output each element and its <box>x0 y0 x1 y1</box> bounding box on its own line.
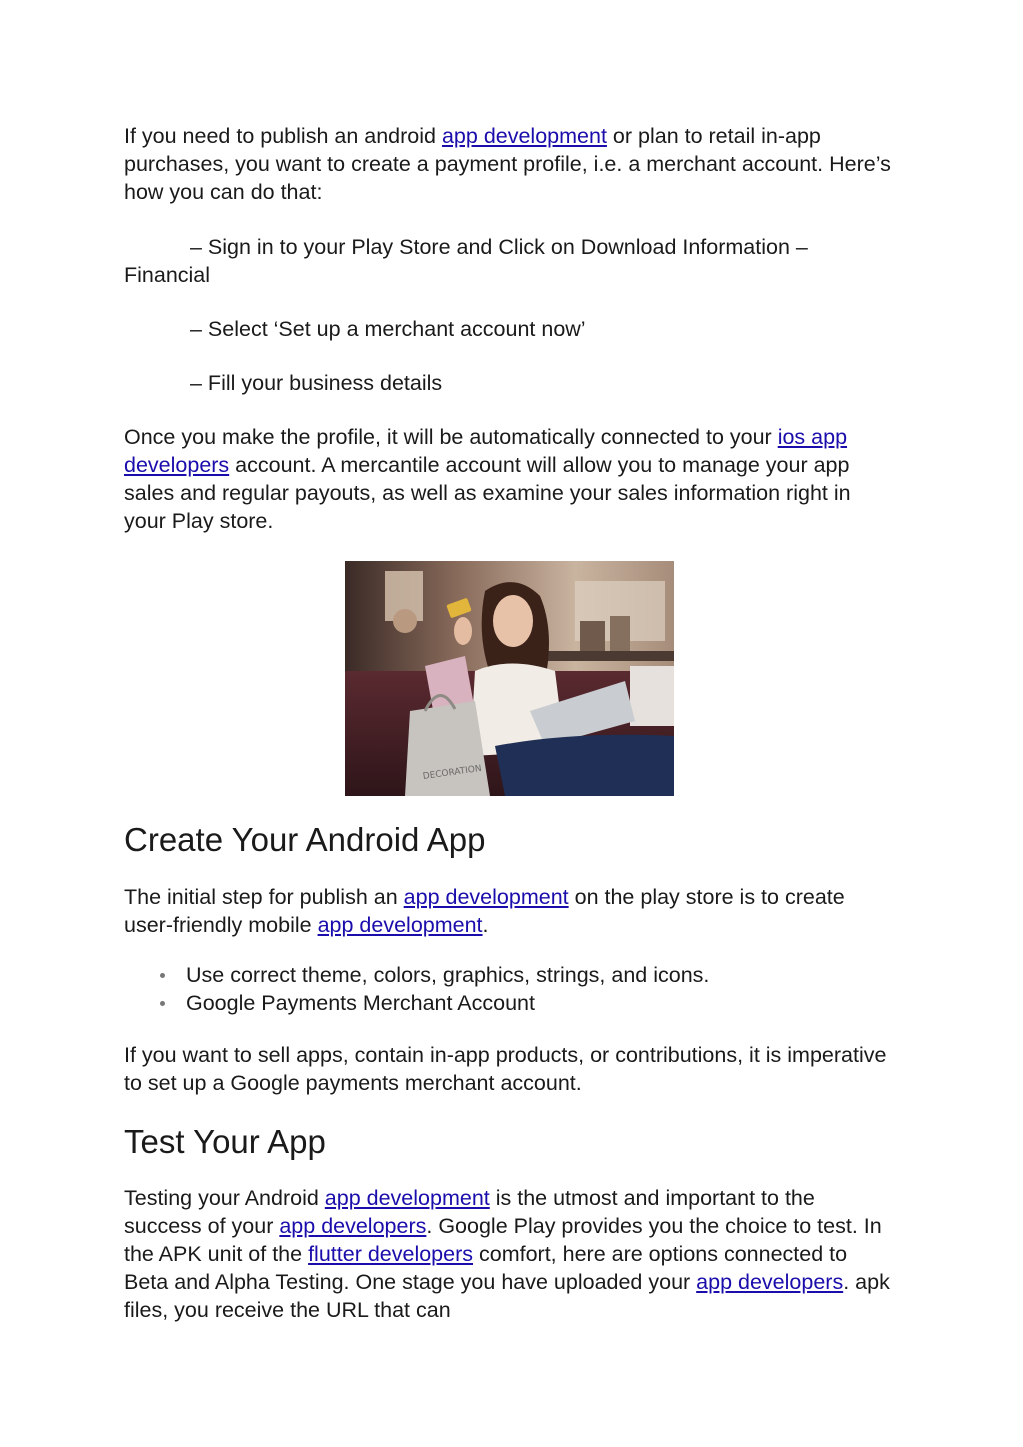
photo-illustration <box>345 561 674 796</box>
step-sign-in: – Sign in to your Play Store and Click on Download Information – Financial <box>124 235 808 287</box>
flutter-developers-link[interactable]: flutter developers <box>308 1242 474 1266</box>
profile-paragraph: Once you make the profile, it will be automatically connected to your ios app developers account. A mercantile account will allow you to manage your app sales and regular payouts, as well as examine your sales information right in your Play store. <box>124 425 851 533</box>
list-item: Use correct theme, colors, graphics, strings, and icons. <box>124 961 894 989</box>
app-development-link[interactable]: app development <box>317 913 483 937</box>
step-select-merchant: – Select ‘Set up a merchant account now’ <box>190 317 586 341</box>
app-development-link[interactable]: app development <box>441 124 607 148</box>
test-app-heading: Test Your App <box>124 1123 326 1160</box>
app-development-link[interactable]: app development <box>324 1186 490 1210</box>
testing-paragraph: Testing your Android app development is the utmost and important to the success of your app developers. Google Play provides you the choice to test. In the APK unit of the flutter developers comfort, here are options connected to Beta and Alpha Testing. One stage you have uploaded your app developers. apk files, you receive the URL that can <box>124 1186 890 1322</box>
app-developers-link[interactable]: app developers <box>696 1270 844 1294</box>
app-development-link[interactable]: app development <box>403 885 569 909</box>
create-app-heading: Create Your Android App <box>124 821 486 858</box>
article-body <box>124 122 894 1324</box>
create-paragraph: The initial step for publish an app development on the play store is to create user-friendly mobile app development. <box>124 885 845 937</box>
bullet-icon <box>160 973 165 978</box>
list-item: Google Payments Merchant Account <box>124 989 894 1017</box>
merchant-paragraph: If you want to sell apps, contain in-app products, or contributions, it is imperative to set up a Google payments merchant account. <box>124 1043 887 1095</box>
bullet-icon <box>160 1001 165 1006</box>
woman-shopping-photo <box>345 561 674 796</box>
requirements-list <box>124 961 894 1017</box>
bag-label: DECORATION <box>421 763 482 783</box>
step-fill-details: – Fill your business details <box>190 371 443 395</box>
ios-app-developers-link[interactable]: ios app developers <box>124 425 848 477</box>
app-developers-link[interactable]: app developers <box>279 1214 427 1238</box>
intro-paragraph: If you need to publish an android app development or plan to retail in-app purchases, you want to create a payment profile, i.e. a merchant account. Here’s how you can do that: <box>124 124 891 204</box>
